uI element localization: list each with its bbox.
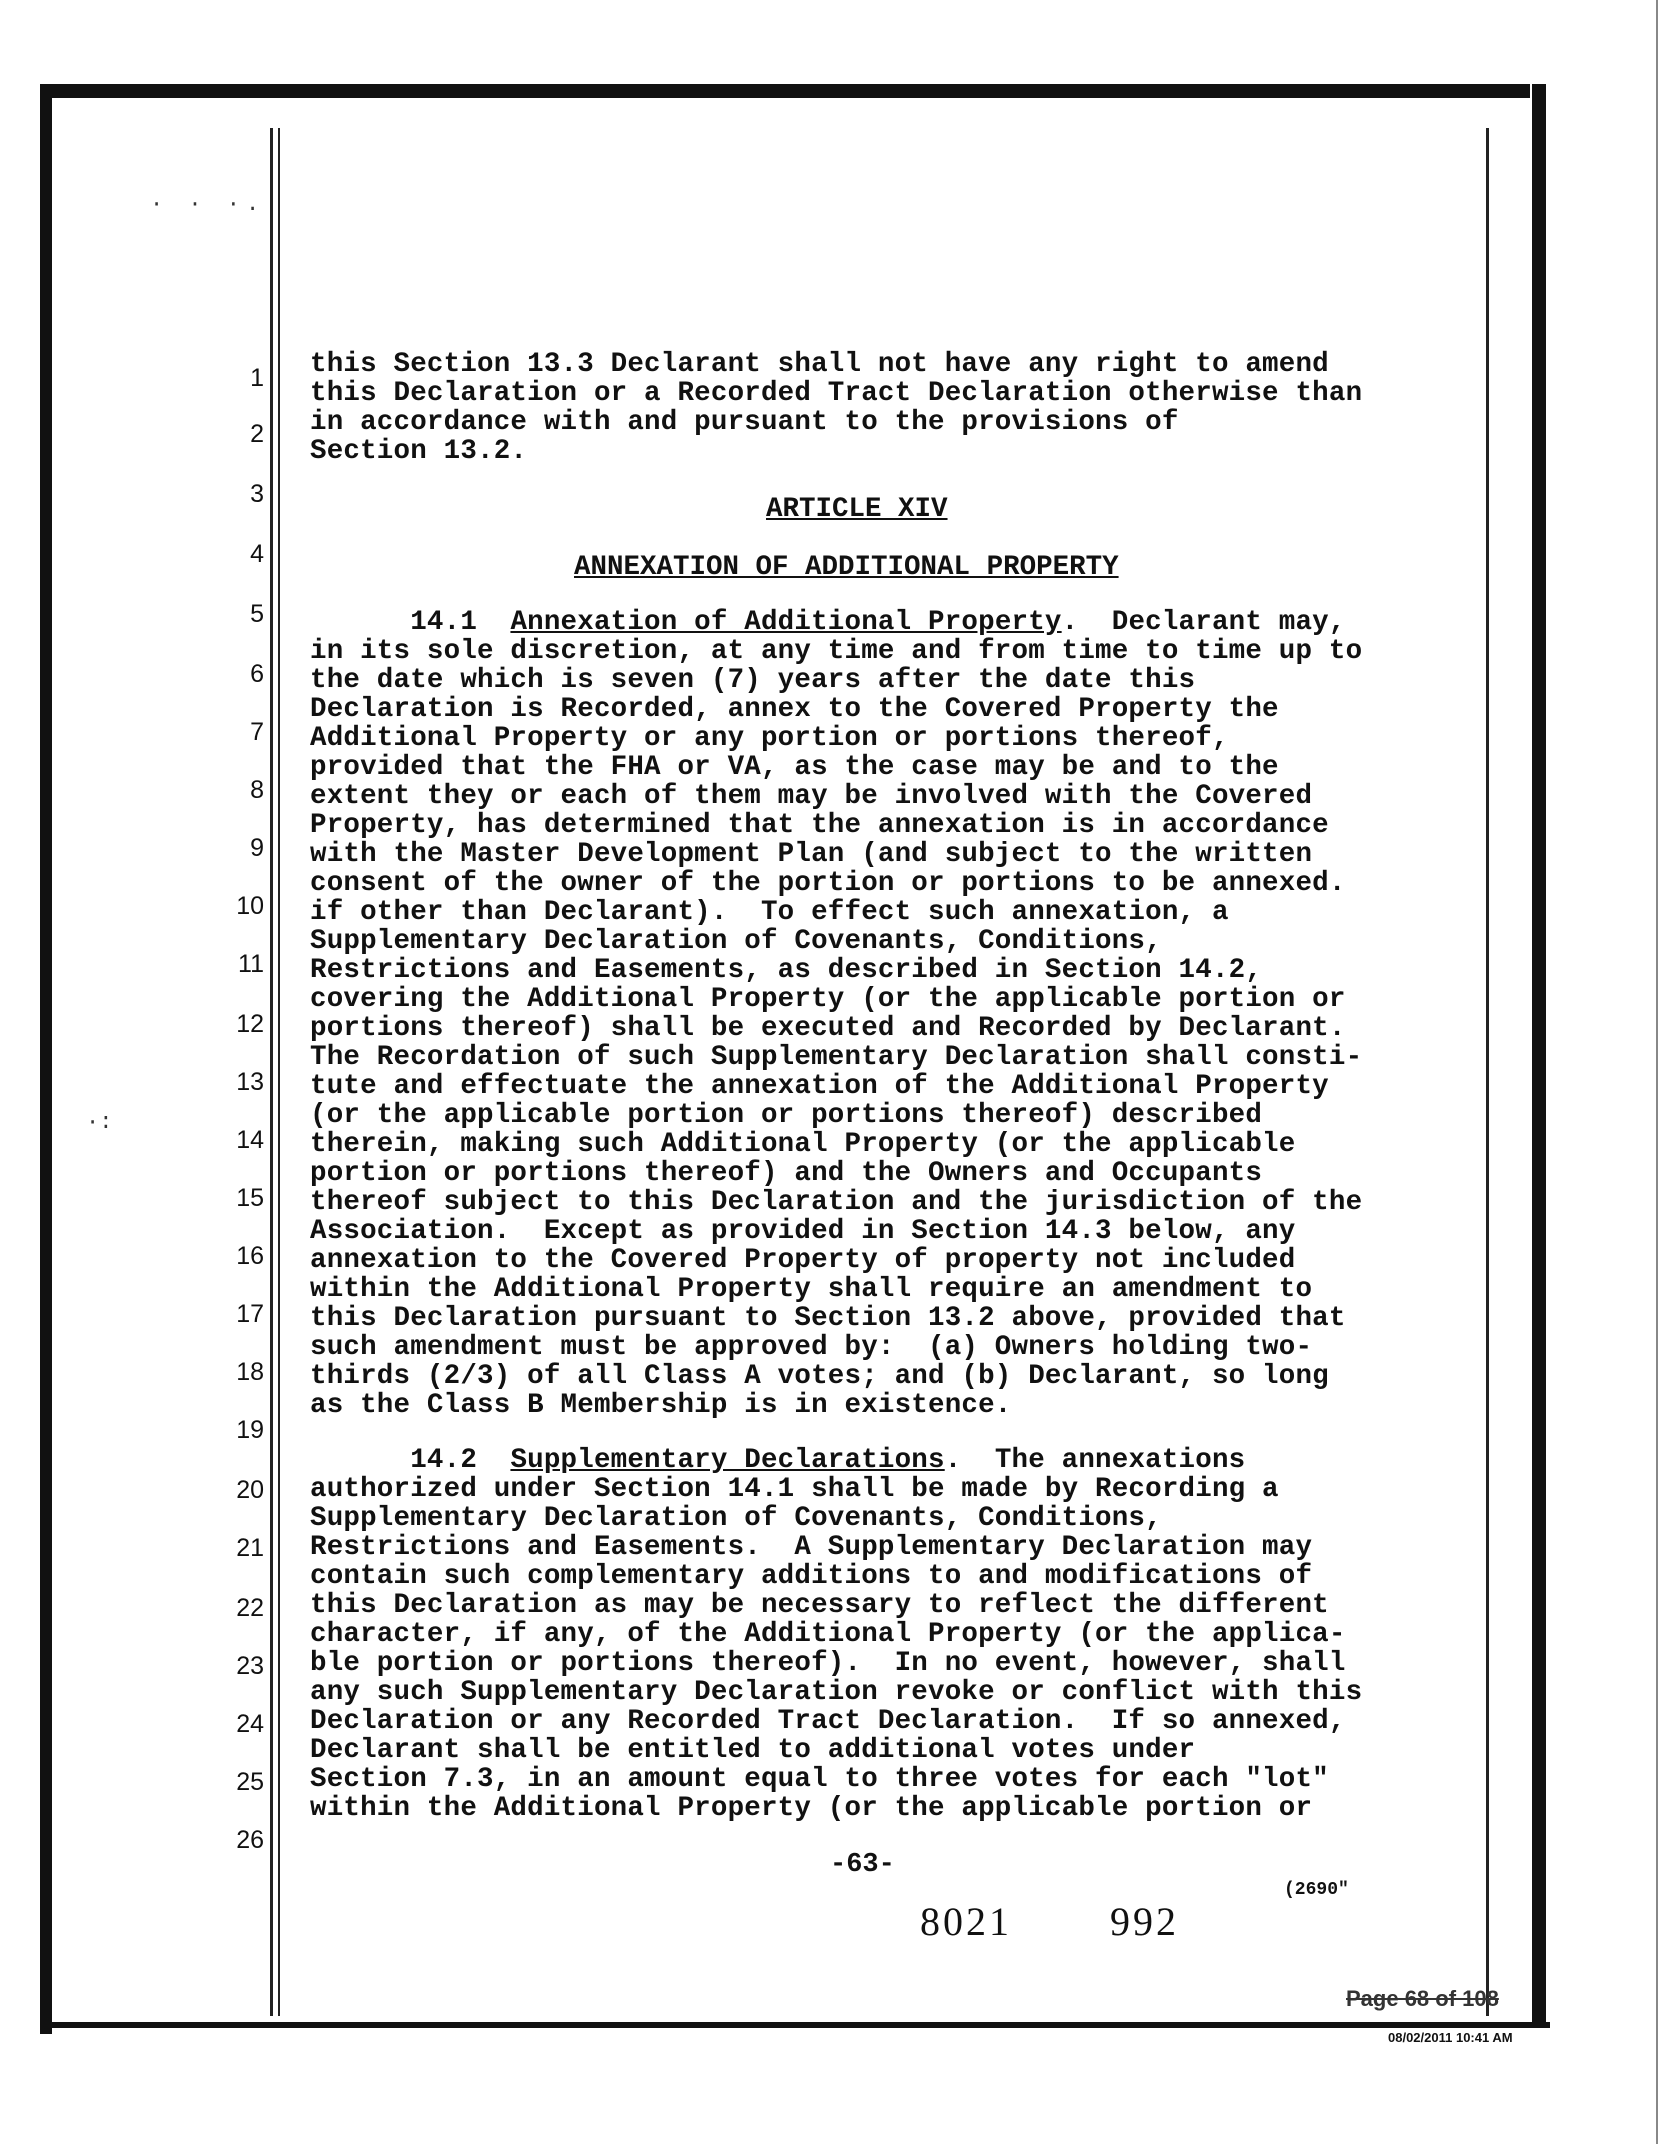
continuation-line: this Declaration or a Recorded Tract Declaration otherwise than [310, 378, 1363, 409]
continuation-line: this Section 13.3 Declarant shall not have any right to amend [310, 349, 1329, 380]
section-14-2-line: authorized under Section 14.1 shall be made by Recording a [310, 1474, 1279, 1505]
continuation-line: in accordance with and pursuant to the provisions of [310, 407, 1179, 438]
section-14-1-line: in its sole discretion, at any time and from time to time up to [310, 636, 1363, 667]
scan-specks: · · ·. [150, 192, 266, 217]
section-14-2-line: Declarant shall be entitled to additional votes under [310, 1735, 1196, 1766]
margin-rule-left-inner [278, 128, 280, 2016]
section-14-1-line: extent they or each of them may be involved with the Covered [310, 781, 1313, 812]
section-14-2-line: Restrictions and Easements. A Supplementary Declaration may [310, 1532, 1313, 1563]
section-14-1-line: Association. Except as provided in Section 14.3 below, any [310, 1216, 1296, 1247]
section-14-1-line: Property, has determined that the annexation is in accordance [310, 810, 1329, 841]
section-14-1-line: with the Master Development Plan (and subject to the written [310, 839, 1313, 870]
recording-stamp-page: 992 [1110, 1899, 1179, 1944]
section-14-2-line: Declaration or any Recorded Tract Declaration. If so annexed, [310, 1706, 1346, 1737]
line-number: 25 [236, 1768, 264, 1796]
section-heading: Supplementary Declarations [510, 1445, 945, 1476]
section-14-1-line: Restrictions and Easements, as described in Section 14.2, [310, 955, 1263, 986]
line-number: 13 [236, 1068, 264, 1096]
section-14-2-line: Supplementary Declaration of Covenants, Conditions, [310, 1503, 1162, 1534]
line-number: 16 [236, 1242, 264, 1270]
section-heading: Annexation of Additional Property [510, 607, 1062, 638]
section-14-1-line: if other than Declarant). To effect such annexation, a [310, 897, 1229, 928]
section-14-1-first-line [310, 608, 1346, 637]
line-number: 10 [236, 892, 264, 920]
section-14-1-line: within the Additional Property shall require an amendment to [310, 1274, 1313, 1305]
line-number: 21 [236, 1534, 264, 1562]
section-number: 14.2 [410, 1445, 478, 1476]
scan-edge-line [1656, 0, 1658, 2144]
line-number: 19 [236, 1416, 264, 1444]
line-number: 22 [236, 1594, 264, 1622]
section-14-2-line: Section 7.3, in an amount equal to three votes for each "lot" [310, 1764, 1329, 1795]
section-14-2-first-line [310, 1446, 1245, 1475]
line-number: 7 [250, 718, 264, 746]
section-14-2-line: character, if any, of the Additional Property (or the applica- [310, 1619, 1346, 1650]
print-timestamp: 08/02/2011 10:41 AM [1388, 2030, 1513, 2045]
line-number: 4 [250, 540, 264, 568]
line-number: 14 [236, 1126, 264, 1154]
document-code: (2690" [1284, 1880, 1349, 1900]
line-number: 20 [236, 1476, 264, 1504]
section-14-2-line: this Declaration as may be necessary to reflect the different [310, 1590, 1329, 1621]
section-14-1-line: provided that the FHA or VA, as the case may be and to the [310, 752, 1279, 783]
line-number: 6 [250, 660, 264, 688]
line-number: 2 [250, 420, 264, 448]
section-14-1-line: The Recordation of such Supplementary Declaration shall consti- [310, 1042, 1363, 1073]
line-number: 26 [236, 1826, 264, 1854]
line-number: 18 [236, 1358, 264, 1386]
section-14-1-line: portion or portions thereof) and the Owners and Occupants [310, 1158, 1263, 1189]
line-number: 1 [250, 364, 264, 392]
line-number: 9 [250, 834, 264, 862]
section-14-1-line: Supplementary Declaration of Covenants, Conditions, [310, 926, 1162, 957]
scan-border-top [40, 84, 1530, 98]
scan-specks-2: ·: [86, 1110, 113, 1135]
section-14-1-line: covering the Additional Property (or the applicable portion or [310, 984, 1346, 1015]
recording-stamp-book: 8021 [920, 1899, 1012, 1944]
section-14-1-line: consent of the owner of the portion or portions to be annexed. [310, 868, 1346, 899]
section-number: 14.1 [410, 607, 478, 638]
margin-rule-right [1486, 128, 1489, 2016]
article-title: ARTICLE XIV [766, 494, 948, 525]
page-number: -63- [830, 1850, 895, 1880]
section-14-1-line: thereof subject to this Declaration and the jurisdiction of the [310, 1187, 1363, 1218]
section-first-line-rest: . The annexations [944, 1445, 1246, 1476]
scan-border-right [1532, 84, 1546, 2028]
line-number: 11 [238, 950, 264, 978]
section-14-1-line: Declaration is Recorded, annex to the Covered Property the [310, 694, 1279, 725]
section-first-line-rest: . Declarant may, [1061, 607, 1346, 638]
section-14-2-line: any such Supplementary Declaration revoke or conflict with this [310, 1677, 1363, 1708]
section-14-1-line: Additional Property or any portion or portions thereof, [310, 723, 1229, 754]
section-14-1-line: tute and effectuate the annexation of the Additional Property [310, 1071, 1329, 1102]
page-of-count: Page 68 of 108 [1346, 1986, 1499, 2011]
section-14-2-line: within the Additional Property (or the applicable portion or [310, 1793, 1313, 1824]
line-number: 12 [236, 1010, 264, 1038]
section-14-1-line: therein, making such Additional Property (or the applicable [310, 1129, 1296, 1160]
line-number: 5 [250, 600, 264, 628]
margin-rule-left [270, 128, 273, 2016]
line-number: 23 [236, 1652, 264, 1680]
section-14-1-line: annexation to the Covered Property of property not included [310, 1245, 1296, 1276]
scan-border-bottom [44, 2022, 1550, 2028]
section-14-2-line: contain such complementary additions to and modifications of [310, 1561, 1313, 1592]
line-number: 15 [236, 1184, 264, 1212]
section-14-1-line: (or the applicable portion or portions thereof) described [310, 1100, 1263, 1131]
section-14-2-line: ble portion or portions thereof). In no event, however, shall [310, 1648, 1346, 1679]
section-14-1-line: as the Class B Membership is in existence. [310, 1390, 1012, 1421]
section-14-1-line: thirds (2/3) of all Class A votes; and (b) Declarant, so long [310, 1361, 1329, 1392]
section-14-1-line: the date which is seven (7) years after the date this [310, 665, 1196, 696]
line-number: 8 [250, 776, 264, 804]
line-number: 3 [250, 480, 264, 508]
section-14-1-line: portions thereof) shall be executed and Recorded by Declarant. [310, 1013, 1346, 1044]
section-14-1-line: such amendment must be approved by: (a) Owners holding two- [310, 1332, 1313, 1363]
section-14-1-line: this Declaration pursuant to Section 13.2 above, provided that [310, 1303, 1346, 1334]
scan-border-left [40, 84, 52, 2034]
line-number: 17 [236, 1300, 264, 1328]
line-number: 24 [236, 1710, 264, 1738]
continuation-line: Section 13.2. [310, 436, 528, 467]
article-subtitle: ANNEXATION OF ADDITIONAL PROPERTY [574, 552, 1119, 583]
